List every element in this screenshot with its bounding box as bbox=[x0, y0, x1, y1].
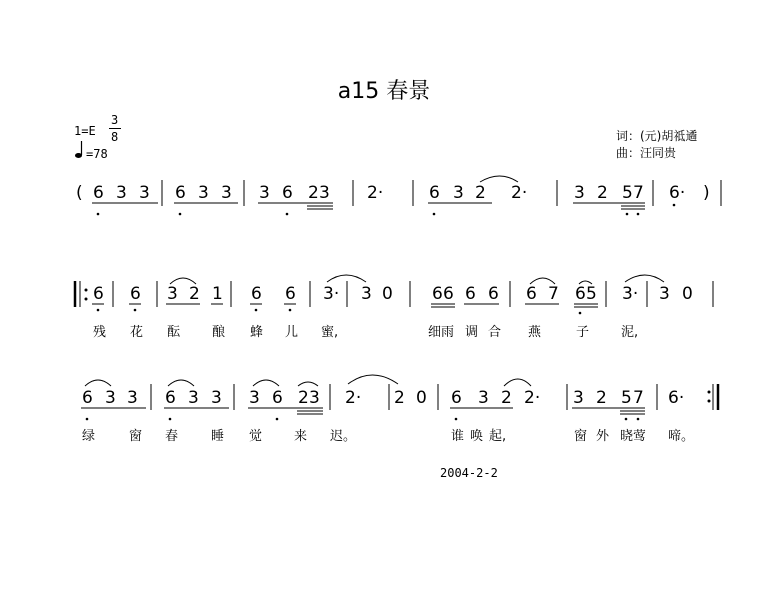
note: 3 bbox=[573, 388, 584, 408]
note: 5 bbox=[586, 284, 597, 304]
note: 6 bbox=[251, 284, 262, 304]
note: 3 bbox=[574, 183, 585, 203]
note: 2· bbox=[511, 183, 528, 203]
note: 6 bbox=[488, 284, 499, 304]
date-stamp: 2004-2-2 bbox=[440, 466, 498, 480]
note: 3 bbox=[259, 183, 270, 203]
lyric: 蜂 bbox=[250, 325, 264, 340]
tempo-marking: =78 bbox=[86, 147, 108, 161]
lyric: 外 bbox=[596, 429, 610, 444]
note: 2 bbox=[189, 284, 200, 304]
note: 6 bbox=[93, 284, 104, 304]
note: 6 bbox=[432, 284, 443, 304]
lyric: 泥, bbox=[621, 325, 639, 340]
note: 3· bbox=[622, 284, 639, 304]
note: 6 bbox=[575, 284, 586, 304]
time-signature-bottom: 8 bbox=[111, 130, 119, 144]
note: 3 bbox=[249, 388, 260, 408]
note: 2· bbox=[345, 388, 362, 408]
lyric: 唤 bbox=[470, 429, 484, 444]
lyric: 觉 bbox=[249, 429, 263, 444]
note: 6 bbox=[82, 388, 93, 408]
lyric: 窗 bbox=[574, 429, 588, 444]
note: 3 bbox=[139, 183, 150, 203]
note: 2 bbox=[475, 183, 486, 203]
lyric: 酝 bbox=[167, 325, 181, 340]
lyric: 绿 bbox=[82, 429, 96, 444]
lyric: 调 bbox=[465, 325, 479, 340]
note: 3 bbox=[453, 183, 464, 203]
score-line-1 bbox=[76, 176, 721, 215]
note: 5 bbox=[622, 183, 633, 203]
lyric: 啼。 bbox=[668, 429, 695, 444]
note: 3 bbox=[361, 284, 372, 304]
lyric: 睡 bbox=[211, 429, 225, 444]
note: 2 bbox=[298, 388, 309, 408]
note: 6 bbox=[282, 183, 293, 203]
note: 6 bbox=[130, 284, 141, 304]
lyric: 子 bbox=[576, 325, 590, 340]
note: 6 bbox=[465, 284, 476, 304]
lyric: 残 bbox=[93, 325, 107, 340]
note: 3 bbox=[309, 388, 320, 408]
note: 3 bbox=[105, 388, 116, 408]
note: 6 bbox=[429, 183, 440, 203]
lyricist-credit: 词：(元)胡祗遹 bbox=[616, 129, 698, 143]
page-title: a15 春景 bbox=[337, 79, 431, 104]
key-signature: 1=E bbox=[74, 124, 96, 138]
lyric: 来 bbox=[294, 429, 308, 444]
score-line-3 bbox=[81, 375, 718, 444]
note: 2· bbox=[524, 388, 541, 408]
note: 6· bbox=[669, 183, 686, 203]
note: 0 bbox=[416, 388, 427, 408]
note: 6 bbox=[443, 284, 454, 304]
lyric: 合 bbox=[488, 325, 502, 340]
lyric: 迟。 bbox=[330, 429, 357, 444]
note: 6 bbox=[451, 388, 462, 408]
time-signature-top: 3 bbox=[111, 113, 119, 127]
lyric: 细雨 bbox=[428, 325, 455, 340]
note: 2 bbox=[394, 388, 405, 408]
note: 2 bbox=[308, 183, 319, 203]
note: ( bbox=[76, 183, 83, 203]
lyric: 晓莺 bbox=[620, 429, 647, 444]
lyric: 春 bbox=[165, 429, 179, 444]
note: 3 bbox=[198, 183, 209, 203]
lyric: 花 bbox=[130, 325, 144, 340]
note: 6 bbox=[272, 388, 283, 408]
score-line-2 bbox=[75, 275, 713, 340]
note: 5 bbox=[621, 388, 632, 408]
note: 3 bbox=[478, 388, 489, 408]
note: 3 bbox=[319, 183, 330, 203]
lyric: 酿 bbox=[212, 325, 226, 340]
lyric: 燕 bbox=[528, 325, 542, 340]
lyric: 蜜, bbox=[321, 325, 339, 340]
lyric: 儿 bbox=[285, 325, 299, 340]
note: 7 bbox=[548, 284, 559, 304]
note: ) bbox=[703, 183, 710, 203]
note: 6 bbox=[526, 284, 537, 304]
lyric: 窗 bbox=[129, 429, 143, 444]
lyric: 起, bbox=[489, 429, 507, 444]
note: 3 bbox=[659, 284, 670, 304]
note: 3 bbox=[188, 388, 199, 408]
note: 6 bbox=[285, 284, 296, 304]
note: 6 bbox=[93, 183, 104, 203]
note: 3 bbox=[211, 388, 222, 408]
note: 0 bbox=[382, 284, 393, 304]
lyric: 谁 bbox=[451, 429, 465, 444]
note: 2 bbox=[597, 183, 608, 203]
note: 6 bbox=[165, 388, 176, 408]
note: 2· bbox=[367, 183, 384, 203]
note: 2 bbox=[501, 388, 512, 408]
note: 7 bbox=[633, 183, 644, 203]
note: 3· bbox=[323, 284, 340, 304]
note: 3 bbox=[116, 183, 127, 203]
note: 3 bbox=[221, 183, 232, 203]
note: 0 bbox=[682, 284, 693, 304]
note: 6 bbox=[175, 183, 186, 203]
note: 2 bbox=[596, 388, 607, 408]
note: 7 bbox=[633, 388, 644, 408]
note: 6· bbox=[668, 388, 685, 408]
note: 1 bbox=[212, 284, 223, 304]
note: 3 bbox=[167, 284, 178, 304]
note: 3 bbox=[127, 388, 138, 408]
composer-credit: 曲：汪同贵 bbox=[616, 146, 677, 160]
